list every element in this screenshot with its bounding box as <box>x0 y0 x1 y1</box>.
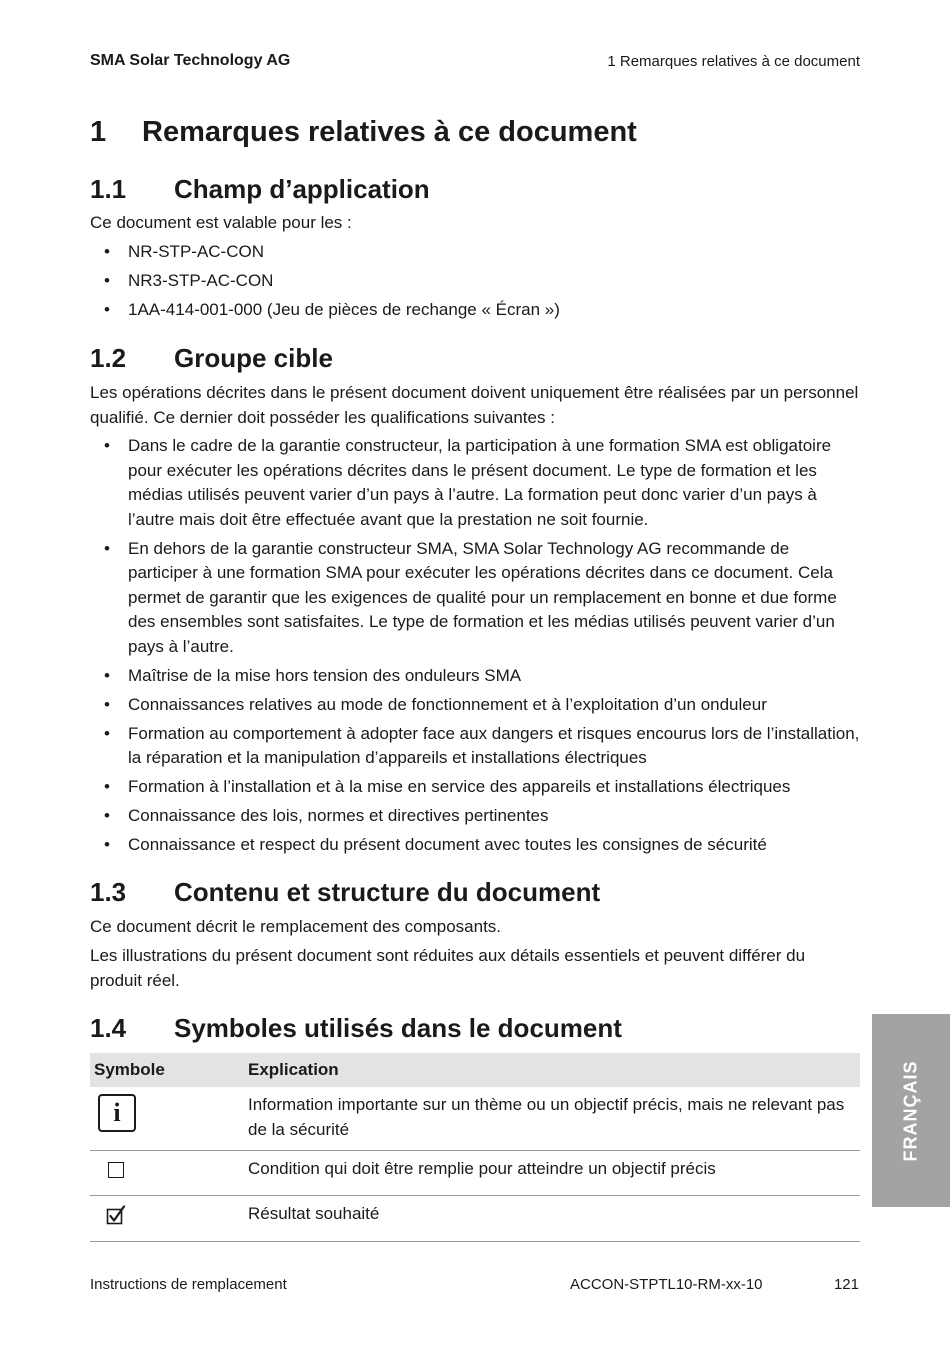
list-item: • En dehors de la garantie constructeur SMA, SMA Solar Technology AG recommande de participer à une formation SMA pour exécuter les opérations décrites dans ce document. Cela permet de garantir que les exigences de qualité pour un remplacement en bonne et due forme des ensembles sont satisfaites. Le type de formation et les médias utilisés peuvent varier d’un pays à l’autre. <box>90 537 860 660</box>
list-item: • Formation au comportement à adopter face aux dangers et risques encourus lors de l’installation, la réparation et la manipulation d’appareils et installations électriques <box>90 722 860 771</box>
section-number: 1.3 <box>90 877 127 907</box>
list-item: • NR3-STP-AC-CON <box>90 269 860 294</box>
section-number: 1.4 <box>90 1013 127 1043</box>
table-header-row <box>90 1053 860 1087</box>
section-heading-1-4 <box>90 1013 622 1044</box>
section-heading-1-1 <box>90 174 430 205</box>
section-1-3-paragraph-1: Ce document décrit le remplacement des composants. <box>90 917 502 936</box>
explanation-cell: Résultat souhaité <box>244 1196 860 1242</box>
section-1-3-paragraph-2: Les illustrations du présent document sont réduites aux détails essentiels et peuvent différer du produit réel. <box>90 946 806 990</box>
section-number: 1.1 <box>90 174 127 204</box>
checkbox-empty-icon <box>108 1162 124 1178</box>
section-1-1-list <box>90 240 860 327</box>
list-item: • Connaissance et respect du présent document avec toutes les consignes de sécurité <box>90 833 860 858</box>
list-item: • Dans le cadre de la garantie constructeur, la participation à une formation SMA est obligatoire pour exécuter les opérations décrites dans le présent document. Le type de formation et les médias utilisés peuvent varier d’un pays à l’autre. La formation peut donc varier d’un pays à l’autre mais doit être effectuée avant que la prestation ne soit fournie. <box>90 434 860 532</box>
symbol-cell <box>90 1087 244 1151</box>
section-title: Contenu et structure du document <box>174 877 601 907</box>
list-item: • Maîtrise de la mise hors tension des onduleurs SMA <box>90 664 860 689</box>
list-item: • NR-STP-AC-CON <box>90 240 860 265</box>
symbol-cell <box>90 1196 244 1242</box>
column-header-symbol: Symbole <box>90 1053 244 1087</box>
section-title: Champ d’application <box>174 174 430 204</box>
section-heading-1-2 <box>90 343 333 374</box>
list-item: • 1AA-414-001-000 (Jeu de pièces de rechange « Écran ») <box>90 298 860 323</box>
footer-document-code: ACCON-STPTL10-RM-xx-10 <box>570 1276 763 1293</box>
symbols-table <box>90 1053 860 1242</box>
checkbox-checked-icon <box>106 1205 126 1225</box>
info-icon: i <box>98 1094 136 1132</box>
section-title: Symboles utilisés dans le document <box>174 1013 622 1043</box>
section-1-1-intro: Ce document est valable pour les : <box>90 213 352 232</box>
chapter-heading <box>90 116 637 149</box>
language-tab <box>872 1014 950 1207</box>
header-company: SMA Solar Technology AG <box>90 52 291 69</box>
list-item: • Connaissances relatives au mode de fonctionnement et à l’exploitation d’un onduleur <box>90 693 860 718</box>
table-row <box>90 1087 860 1151</box>
section-1-2-list <box>90 434 860 862</box>
section-number: 1.2 <box>90 343 127 373</box>
chapter-title: Remarques relatives à ce document <box>142 116 637 148</box>
column-header-explanation: Explication <box>244 1053 860 1087</box>
language-tab-label: FRANÇAIS <box>900 1060 921 1161</box>
table-row <box>90 1151 860 1196</box>
section-title: Groupe cible <box>174 343 333 373</box>
explanation-cell: Condition qui doit être remplie pour atteindre un objectif précis <box>244 1151 860 1196</box>
chapter-number: 1 <box>90 116 107 148</box>
section-heading-1-3 <box>90 877 600 908</box>
footer-page-number: 121 <box>833 1276 859 1293</box>
header-chapter: 1 Remarques relatives à ce document <box>607 53 860 70</box>
table-row <box>90 1196 860 1242</box>
list-item: • Connaissance des lois, normes et directives pertinentes <box>90 804 860 829</box>
symbol-cell <box>90 1151 244 1196</box>
explanation-cell: Information importante sur un thème ou un objectif précis, mais ne relevant pas de la sécurité <box>244 1087 860 1151</box>
section-1-2-intro: Les opérations décrites dans le présent document doivent uniquement être réalisées par un personnel qualifié. Ce dernier doit posséder les qualifications suivantes : <box>90 383 859 427</box>
list-item: • Formation à l’installation et à la mise en service des appareils et installations électriques <box>90 775 860 800</box>
footer-document-type: Instructions de remplacement <box>90 1276 287 1293</box>
